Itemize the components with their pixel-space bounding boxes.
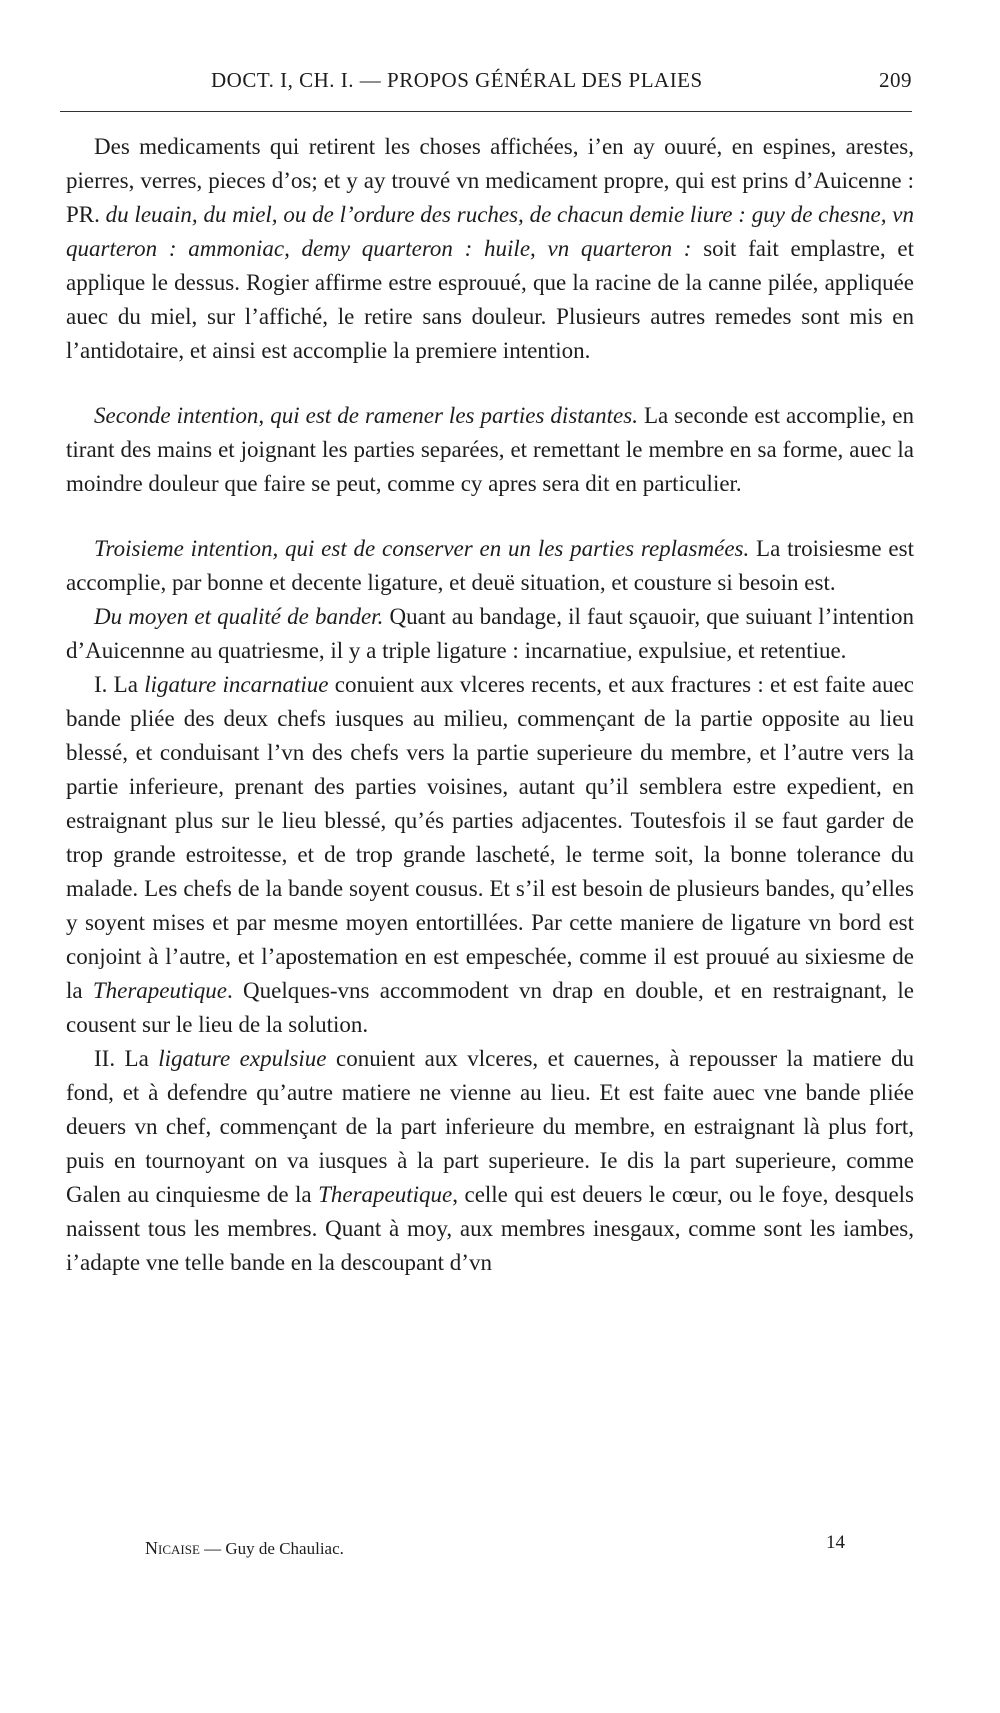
header-rule: [60, 111, 912, 112]
italic-segment: ligature incarnatiue: [144, 672, 329, 697]
footer-work: Guy de Chauliac.: [225, 1539, 344, 1558]
text-segment: II. La: [94, 1046, 159, 1071]
italic-segment: Seconde intention, qui est de ramener les parties distantes.: [94, 403, 638, 428]
text-segment: I. La: [94, 672, 145, 697]
italic-segment: Du moyen et qualité de bander.: [94, 604, 384, 629]
text-segment: La seconde est accomplie, en tirant des mains et joignant les parties separées, et remettant le membre en sa forme, auec la moindre douleur que faire se peut, comme cy apres sera dit en particulier.: [66, 403, 914, 496]
text-segment: soit fait emplastre, et applique le dessus. Rogier affirme estre esprouué, que la racine de la canne pilée, appliquée auec du miel, sur l’affiché, le retire sans douleur. Plusieurs autres remedes sont mis en l’antidotaire, et ainsi est accomplie la premiere intention.: [66, 236, 914, 363]
page-footer: [145, 1532, 845, 1564]
italic-segment: du leuain, du miel, ou de l’ordure des ruches, de chacun demie liure : guy de chesne, vn quarteron : ammoniac, demy quarteron : huile, vn quarteron :: [66, 202, 914, 261]
text-segment: conuient aux vlceres recents, et aux fractures : et est faite auec bande pliée des deux chefs iusques au milieu, commençant de la partie opposite au lieu blessé, et conduisant l’vn des chefs vers la partie superieure du membre, et l’autre vers la partie inferieure, prenant des parties voisines, autant qu’il semblera estre expedient, en estraignant plus sur le lieu blessé, qu’és parties adjacentes. Toutesfois il se faut garder de trop grande estroitesse, et de trop grande lascheté, le terme soit, la bonne tolerance du malade. Les chefs de la bande soyent cousus. Et s’il est besoin de plusieurs bandes, qu’elles y soyent mises et par mesme moyen entortillées. Par cette maniere de ligature vn bord est conjoint à l’autre, et l’apostemation en est empeschée, comme il est prouué au sixiesme de la: [66, 672, 914, 1003]
paragraph-troisieme-intention: [66, 532, 914, 600]
text-segment: conuient aux vlceres, et cauernes, à repousser la matiere du fond, et à defendre qu’autre matiere ne vienne au lieu. Et est faite auec vne bande pliée deuers vn chef, commençant de la part inferieure du membre, en estraignant là plus fort, puis en tournoyant on va iusques à la part superieure. Ie dis la part superieure, comme Galen au cinquiesme de la: [66, 1046, 914, 1207]
italic-segment: ligature expulsiue: [158, 1046, 327, 1071]
text-segment: Des medicaments qui retirent les choses affichées, i’en ay ouuré, en espines, arestes, pierres, verres, pieces d’os; et y ay trouvé vn medicament propre, qui est prins d’Auicenne : PR.: [66, 134, 914, 227]
text-segment: . Quelques-vns accommodent vn drap en double, et en restraignant, le cousent sur le lieu de la solution.: [66, 978, 914, 1037]
text-segment: Quant au bandage, il faut sçauoir, que suiuant l’intention d’Auicennne au quatriesme, il y a triple ligature : incarnatiue, expulsiue, et retentiue.: [66, 604, 915, 663]
italic-segment: Troisieme intention, qui est de conserver en un les parties replasmées.: [94, 536, 750, 561]
text-segment: , celle qui est deuers le cœur, ou le foye, desquels naissent tous les membres. Quant à moy, aux membres inesgaux, comme sont les iambes, i’adapte vne telle bande en la descoupant d’vn: [66, 1182, 915, 1275]
paragraph-medicaments: [66, 130, 914, 368]
body-text: [66, 130, 914, 1280]
running-title: DOCT. I, CH. I. — PROPOS GÉNÉRAL DES PLAIES: [211, 68, 703, 92]
footer-author: Nicaise: [145, 1538, 200, 1558]
paragraph-seconde-intention: [66, 399, 914, 501]
text-segment: La troisiesme est accomplie, par bonne et decente ligature, et deuë situation, et cousture si besoin est.: [66, 536, 914, 595]
italic-segment: Therapeutique: [92, 978, 228, 1003]
italic-segment: Therapeutique: [318, 1182, 453, 1207]
paragraph-ligature-incarnatiue: [66, 668, 914, 1042]
paragraph-moyen-de-bander: [66, 600, 914, 668]
signature-mark: 14: [826, 1532, 845, 1553]
footer-separator: —: [199, 1539, 226, 1558]
paragraph-ligature-expulsiue: [66, 1042, 914, 1280]
running-header: [66, 68, 912, 100]
page-number: 209: [879, 68, 912, 92]
